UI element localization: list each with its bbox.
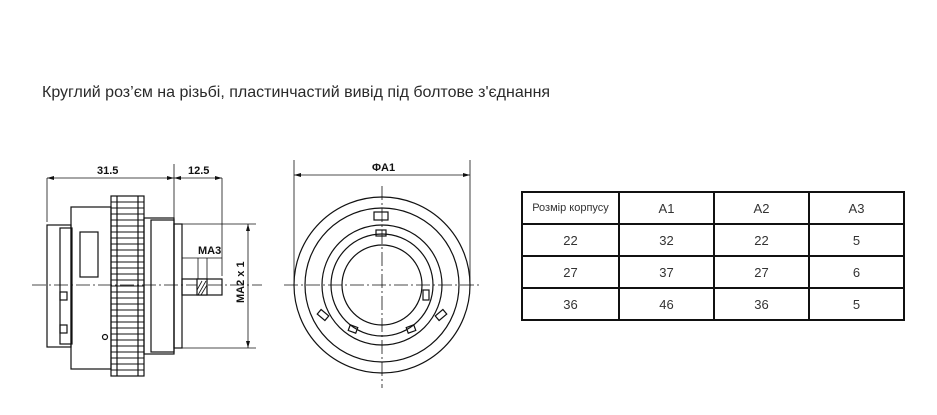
table-row <box>522 224 904 256</box>
page-title: Круглий роз’єм на різьбі, пластинчастий вивід під болтове з'єднання <box>42 84 551 101</box>
knurl-lines <box>111 202 144 370</box>
side-main-body <box>71 207 111 369</box>
header-cell: Розмір корпусу <box>522 192 619 224</box>
table-cell: 5 <box>809 288 904 320</box>
table-header-row <box>522 192 904 224</box>
dim-length-label: 31.5 <box>97 165 119 177</box>
table-row <box>522 288 904 320</box>
thread-small-label: MA3 <box>198 245 222 257</box>
size-table <box>521 191 905 321</box>
table-cell: 22 <box>522 224 619 256</box>
header-cell: A3 <box>809 192 904 224</box>
dim-extension-label: 12.5 <box>188 165 210 177</box>
table-cell: 6 <box>809 256 904 288</box>
table-row <box>522 256 904 288</box>
table-cell: 27 <box>522 256 619 288</box>
table-cell: 32 <box>619 224 714 256</box>
table-cell: 36 <box>522 288 619 320</box>
header-cell: A2 <box>714 192 809 224</box>
header-cell: A1 <box>619 192 714 224</box>
table-cell: 27 <box>714 256 809 288</box>
table-cell: 5 <box>809 224 904 256</box>
table-cell: 22 <box>714 224 809 256</box>
side-front-sleeve <box>144 218 174 354</box>
front-view <box>284 160 480 388</box>
table-cell: 37 <box>619 256 714 288</box>
table-cell: 36 <box>714 288 809 320</box>
table-cell: 46 <box>619 288 714 320</box>
diameter-label: ΦA1 <box>372 162 396 174</box>
thread-large-label: MA2 x 1 <box>235 261 247 303</box>
